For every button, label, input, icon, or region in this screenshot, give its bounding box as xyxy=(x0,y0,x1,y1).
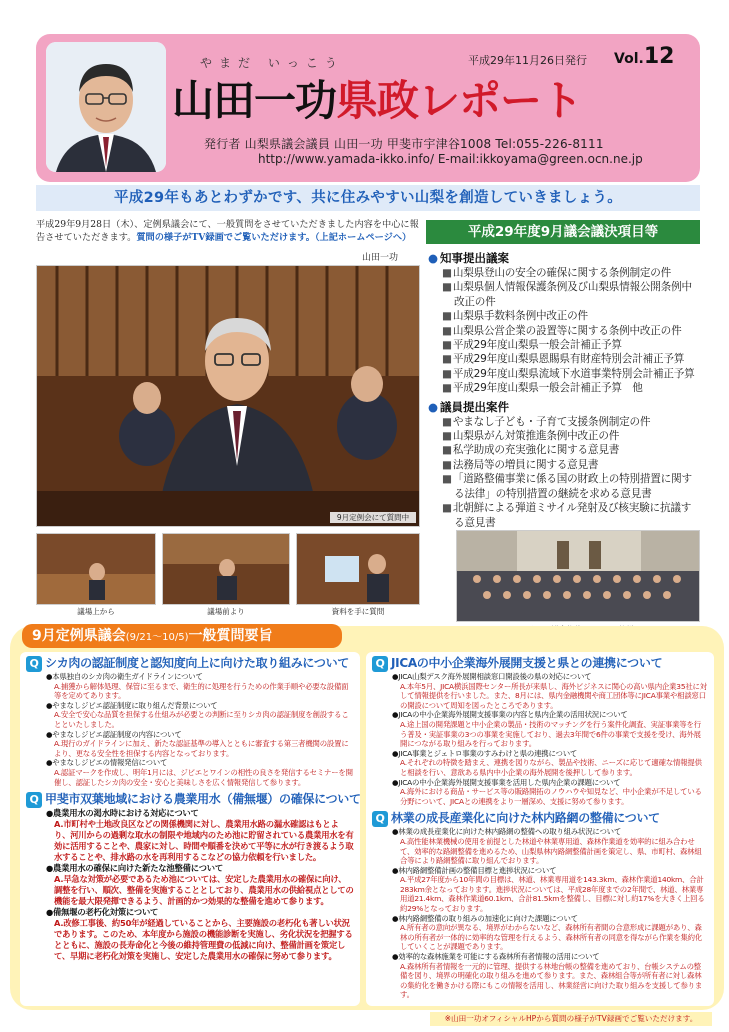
sub-question: ● 林内路網整備計画の整備目標と進捗状況について xyxy=(392,866,708,876)
list-item: ■ 山梨県個人情報保護条例及び山梨県情報公開条例中改正の件 xyxy=(440,280,700,309)
list-item: ■ 法務局等の増員に関する意見書 xyxy=(440,458,700,472)
footer-note: ※山田一功オフィシャルHPから質問の様子がTV録画でご覧いただけます。 xyxy=(430,1012,712,1026)
volume-number xyxy=(614,44,674,69)
list-item: ■ 平成29年度山梨県流域下水道事業特別会計補正予算 xyxy=(440,367,700,381)
sub-question: ● JICAの中小企業海外展開支援事業を活用した県内企業の課題について xyxy=(392,778,708,788)
answer: A.所有者の意向が異なる、境界がわからないなど、森林所有者間の合意形成に課題があり、森林の所有者が一体的に効率的な管理を行えるよう、森林所有者の同意を得ながら作業を集約化していくことが課題であります。 xyxy=(400,923,703,952)
list-item: ■ 「道路整備事業に係る国の財政上の特別措置に関する法律」の特別措置の継続を求める意見書 xyxy=(440,472,700,501)
topic-body-2 xyxy=(26,808,354,962)
resolutions-title: 平成29年度9月議会議決項目等 xyxy=(426,220,700,244)
section-dates: (9/21〜10/5) xyxy=(125,632,189,643)
answer: A.安全で安心な品質を担保する仕組みが必要との判断に至りシカ肉の認証制度を創設することといたしました。 xyxy=(54,710,349,729)
topic-title: JICAの中小企業海外展開支援と県との連携について xyxy=(391,656,663,670)
answer: A.海外における商品・サービス等の販路開拓のノウハウや知見など、中小企業が不足している分野について、JICAとの連携をより一層深め、支援に努めて参ります。 xyxy=(400,787,702,806)
list-item: ■ 平成29年度山梨県恩賜県有財産特別会計補正予算 xyxy=(440,352,700,366)
section-title-suffix: 一般質問要旨 xyxy=(188,628,273,644)
sub-question: ● JICA山梨デスク海外展開相談窓口開設後の県の対応について xyxy=(392,672,708,682)
sub-question: ● 効率的な森林施業を可能にする森林所有者情報の活用について xyxy=(392,952,708,962)
list-item: ■ やまなし子ども・子育て支援条例制定の件 xyxy=(440,415,700,429)
list-item: ■ 平成29年度山梨県一般会計補正予算 xyxy=(440,338,700,352)
answer: A.森林所有者情報を一元的に管理、提供する林地台帳の整備を進めており、台帳システムの整備を図り、境界の明確化の取り組みを進めて参ります。また、森林組合等が所有者に対し森林の集約化を働きかける際にもこの情報を活用し、林業経営に向けた取り組みを支援して参ります。 xyxy=(400,961,703,1000)
sub-question: ● 農業用水の確保に向けた新たな池整備について xyxy=(46,863,354,874)
photo-caption-1: 議場上から xyxy=(77,607,115,616)
sub-question: ● JICAの中小企業海外展開支援事業の内容と県内企業の活用状況について xyxy=(392,710,708,720)
answer: A.改修工事後、約50年が経過していることから、主要施設の老朽化も著しい状況であります。このため、本年度から施設の機能診断を実施し、劣化状況を把握するとともに、施設の長寿命化と今後の維持管理費の低減に向け、整備計画を策定して、早期に老朽化対策を実施し、安定した農業用水の確保に努めて参ります。 xyxy=(54,918,353,962)
answer: A.本年5月、JICA横浜国際センター所長が来県し、海外ビジネスに関心の高い県内企業35社に対して情報提供を行いました。また、8月には、県内金融機関や商工団体等にJICA事業や相談窓口の開設について周知を図ったところであります。 xyxy=(400,681,707,710)
member-bills-list xyxy=(428,415,700,530)
report-title xyxy=(172,68,582,128)
list-item: ■ 山梨県公営企業の設置等に関する条例中改正の件 xyxy=(440,324,700,338)
topic-heading-4 xyxy=(372,809,708,827)
list-item: ■ 山梨県がん対策推進条例中改正の件 xyxy=(440,429,700,443)
photo-caption-3: 資料を手に質問 xyxy=(331,607,385,616)
q-icon: Q xyxy=(372,811,388,827)
assembly-photo-3 xyxy=(296,533,420,605)
sub-question: ● JICA事業とジェトロ事業のすみわけと県の連携について xyxy=(392,749,708,759)
list-item: ■ 北朝鮮による弾道ミサイル発射及び核実験に抗議する意見書 xyxy=(440,501,700,530)
answer: A.高性能林業機械の使用を前提とした林道や林業専用道、森林作業道を効率的に組み合わせて、効率的な路網整備を進めるため、山梨県林内路網整備計画を策定し、県、市町村、森林組合等により路網整備に取り組んでおります。 xyxy=(400,836,702,866)
vol-value: 12 xyxy=(643,44,675,69)
member-bills-label: ● 議員提出案件 xyxy=(428,399,700,415)
answer: A.平成27年度から10年間の目標は、林道、林業専用道を143.3km、森林作業道140km、合計283km余となっております。進捗状況については、平成28年度までの2年間で、林道、林業専用道21.4km、森林作業道60.1km、合計81.5kmを整備し、目標に対し約17%を大きく上回る約29%となっております。 xyxy=(400,875,705,914)
photo-caption-2: 議場前より xyxy=(207,607,245,616)
list-item: ■ 山梨県登山の安全の確保に関する条例制定の件 xyxy=(440,266,700,280)
headline-banner: 平成29年もあとわずかです、共に住みやすい山梨を創造していきましょう。 xyxy=(36,185,700,211)
topic-heading-3 xyxy=(372,654,708,672)
assembly-photo-1 xyxy=(36,533,156,605)
answer: A.現行のガイドラインに加え、新たな認証基準の導入とともに審査する第三者機関の設置により、更なる安全性を担保する内容となっております。 xyxy=(54,739,349,758)
main-photo-caption: 9月定例会にて質問中 xyxy=(330,512,416,523)
governor-bills-list xyxy=(428,266,700,396)
name-reading: やまだ いっこう xyxy=(200,56,344,70)
topic-title: シカ肉の認証制度と認知度向上に向けた取り組みについて xyxy=(45,656,349,670)
report-name-text: 県政レポート xyxy=(336,76,583,125)
intro-text: 平成29年9月28日（木）、定例県議会にて、一般質問をさせていただきました内容を中心に報告させていただきます。 xyxy=(36,219,419,243)
answer: A.捕獲から解体処理、保管に至るまで、衛生的に処理を行うための作業手順や必要な設備面等を定めてあります。 xyxy=(54,681,349,701)
topic-body-4 xyxy=(372,827,708,1000)
intro-paragraph xyxy=(36,218,420,244)
intro-highlight: 質問の様子がTV録画でご覧いただけます。（上記ホームページへ） xyxy=(136,232,412,243)
answer: A.それぞれの特徴を踏まえ、連携を図りながら、製品や技術、ニーズに応じて適確な情報提供と相談を行い、意欲ある県内中小企業の海外展開を後押しして参ります。 xyxy=(400,758,702,777)
section-title xyxy=(22,624,342,648)
right-column xyxy=(366,652,714,1006)
q-icon: Q xyxy=(372,656,388,672)
issue-date: 平成29年11月26日発行 xyxy=(468,54,587,67)
topic-body-1 xyxy=(26,672,354,787)
answer: A.市町村や土地改良区などの関係機関に対し、農業用水路の漏水確認はもとより、河川からの過剰な取水の制限や地域内のため池に貯留されている農業用水を有効に活用することや、農家に対し、時間や順番を決めて平等に水が行き渡るよう取水することや、排水路の水を再利用するこなどの協力依頼を行いました。 xyxy=(54,819,354,863)
sub-question: ● やまなしジビエ認証制度の内容について xyxy=(46,730,354,740)
q-icon: Q xyxy=(26,656,42,672)
list-item: ■ 私学助成の充実強化に関する意見書 xyxy=(440,443,700,457)
publisher-info: 発行者 山梨県議会議員 山田一功 甲斐市宇津谷1008 Tel:055-226-8111 xyxy=(204,137,604,151)
left-column xyxy=(20,652,360,1006)
topic-title: 林業の成長産業化に向けた林内路網の整備について xyxy=(391,811,660,826)
topic-body-3 xyxy=(372,672,708,806)
governor-bills-label: ● 知事提出議案 xyxy=(428,250,700,266)
sub-question: ● 本県独自のシカ肉の衛生ガイドラインについて xyxy=(46,672,354,682)
sub-question: ● 林業の成長産業化に向けた林内路網の整備への取り組み状況について xyxy=(392,827,708,837)
section-title-main: 9月定例県議会 xyxy=(32,628,126,644)
name-text: 山田一功 xyxy=(172,76,337,125)
answer: A.認証マークを作成し、明年1月には、ジビエとワインの相性の良さを発信するセミナーを開催し、認証したシカ肉の安全・安心と美味しさを広く情報発信して参ります。 xyxy=(54,767,353,787)
resolutions-list xyxy=(428,250,700,530)
contact-info: http://www.yamada-ikko.info/ E-mail:ikkoyama@green.ocn.ne.jp xyxy=(258,152,643,166)
list-item: ■ 山梨県手数料条例中改正の件 xyxy=(440,309,700,323)
answer: A.早急な対策が必要であるため池については、安定した農業用水の確保に向け、調整を行い、順次、整備を実施することとしており、農業用水の供給視点としての機能を最大限発揮できるよう、計画的かつ効果的な整備を進めて参ります。 xyxy=(54,874,354,907)
answer: A.途上国の開発課題と中小企業の製品・技術のマッチングを行う案件化調査、実証事業等を行う普及・実証事業の3つの事業を実施しており、過去3年間で6件の事業で支援を受け、海外展開につながる取り組みを行っております。 xyxy=(400,719,701,749)
assembly-photo-2 xyxy=(162,533,290,605)
vol-prefix: Vol. xyxy=(614,51,644,67)
group-photo xyxy=(456,530,700,622)
topic-heading-2 xyxy=(26,790,361,808)
sub-question: ● 林内路網整備の取り組みの加速化に向けた課題について xyxy=(392,914,708,924)
sub-question: ● やまなしジビエの情報発信について xyxy=(46,758,354,768)
sub-question: ● 農業用水の渇水時における対応について xyxy=(46,808,354,819)
signature: 山田一功 xyxy=(362,253,399,263)
topic-title: 甲斐市双葉地域における農業用水（備無堰）の確保について xyxy=(45,792,361,807)
sub-question: ● 備無堰の老朽化対策について xyxy=(46,907,354,918)
main-photo xyxy=(36,265,420,527)
portrait-photo xyxy=(46,42,166,172)
sub-question: ● やまなしジビエ認証制度に取り組んだ背景について xyxy=(46,701,354,711)
list-item: ■ 平成29年度山梨県一般会計補正予算 他 xyxy=(440,381,700,395)
topic-heading-1 xyxy=(26,654,354,672)
q-icon: Q xyxy=(26,792,42,808)
